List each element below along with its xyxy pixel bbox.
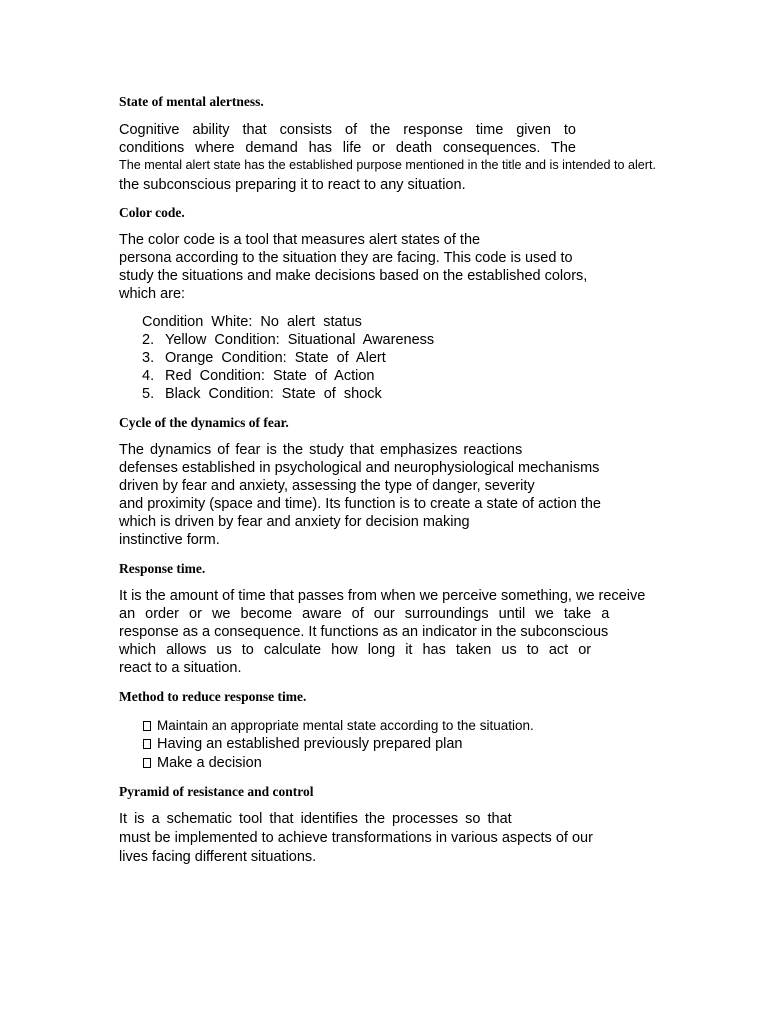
paragraph-line: the subconscious preparing it to react to any situation. xyxy=(119,177,466,193)
paragraph-line: lives facing different situations. xyxy=(119,849,317,865)
paragraph-line: driven by fear and anxiety, assessing the type of danger, severity xyxy=(119,478,535,494)
color-code-list-item xyxy=(142,367,374,385)
list-number: 4. xyxy=(142,368,155,384)
paragraph-line: which allows us to calculate how long it has taken us to act or xyxy=(119,642,592,658)
color-code-list-item xyxy=(142,331,434,349)
paragraph-line: The mental alert state has the established purpose mentioned in the title and is intended to alert. xyxy=(119,158,656,172)
bullet-list-item xyxy=(143,735,463,753)
paragraph-line: conditions where demand has life or death consequences. The xyxy=(119,140,576,156)
list-item-text: Yellow Condition: Situational Awareness xyxy=(165,332,435,348)
list-number: 2. xyxy=(142,332,155,348)
color-code-list-item xyxy=(142,349,386,367)
paragraph-line: The color code is a tool that measures alert states of the xyxy=(119,232,481,248)
bullet-item-text: Maintain an appropriate mental state according to the situation. xyxy=(157,718,534,733)
color-code-list-item xyxy=(142,385,382,403)
paragraph-line: must be implemented to achieve transformations in various aspects of our xyxy=(119,830,593,846)
bullet-item-text: Make a decision xyxy=(157,755,262,771)
paragraph-line: persona according to the situation they are facing. This code is used to xyxy=(119,250,573,266)
paragraph-line: Cognitive ability that consists of the response time given to xyxy=(119,122,576,138)
section-heading-response-time: Response time. xyxy=(119,561,206,576)
paragraph-line: which are: xyxy=(119,286,186,302)
paragraph-line: and proximity (space and time). Its function is to create a state of action the xyxy=(119,496,601,512)
paragraph-line: instinctive form. xyxy=(119,532,220,548)
section-heading-color-code: Color code. xyxy=(119,205,185,220)
box-bullet-icon xyxy=(143,739,151,749)
paragraph-line: response as a consequence. It functions as an indicator in the subconscious xyxy=(119,624,609,640)
paragraph-line: study the situations and make decisions based on the established colors, xyxy=(119,268,588,284)
paragraph-line: It is the amount of time that passes from when we perceive something, we receive xyxy=(119,588,646,604)
box-bullet-icon xyxy=(143,721,151,731)
paragraph-line: an order or we become aware of our surroundings until we take a xyxy=(119,606,610,622)
section-heading-dynamics-of-fear: Cycle of the dynamics of fear. xyxy=(119,415,289,430)
list-item-text: Black Condition: State of shock xyxy=(165,386,382,402)
paragraph-line: The dynamics of fear is the study that emphasizes reactions xyxy=(119,442,523,458)
list-item-text: Red Condition: State of Action xyxy=(165,368,375,384)
color-code-list-item xyxy=(142,313,362,331)
bullet-list-item xyxy=(143,754,262,772)
paragraph-line: which is driven by fear and anxiety for decision making xyxy=(119,514,470,530)
section-heading-pyramid: Pyramid of resistance and control xyxy=(119,784,314,799)
section-heading-reduce-response-time: Method to reduce response time. xyxy=(119,689,307,704)
section-heading-mental-alertness: State of mental alertness. xyxy=(119,94,264,109)
box-bullet-icon xyxy=(143,758,151,768)
list-number: 5. xyxy=(142,386,155,402)
list-number: 3. xyxy=(142,350,155,366)
paragraph-line: react to a situation. xyxy=(119,660,242,676)
bullet-item-text: Having an established previously prepared plan xyxy=(157,736,463,752)
bullet-list-item xyxy=(143,717,534,735)
paragraph-line: It is a schematic tool that identifies the processes so that xyxy=(119,811,512,827)
paragraph-line: defenses established in psychological and neurophysiological mechanisms xyxy=(119,460,600,476)
list-item-text: Orange Condition: State of Alert xyxy=(165,350,386,366)
list-item-text: Condition White: No alert status xyxy=(142,314,362,330)
